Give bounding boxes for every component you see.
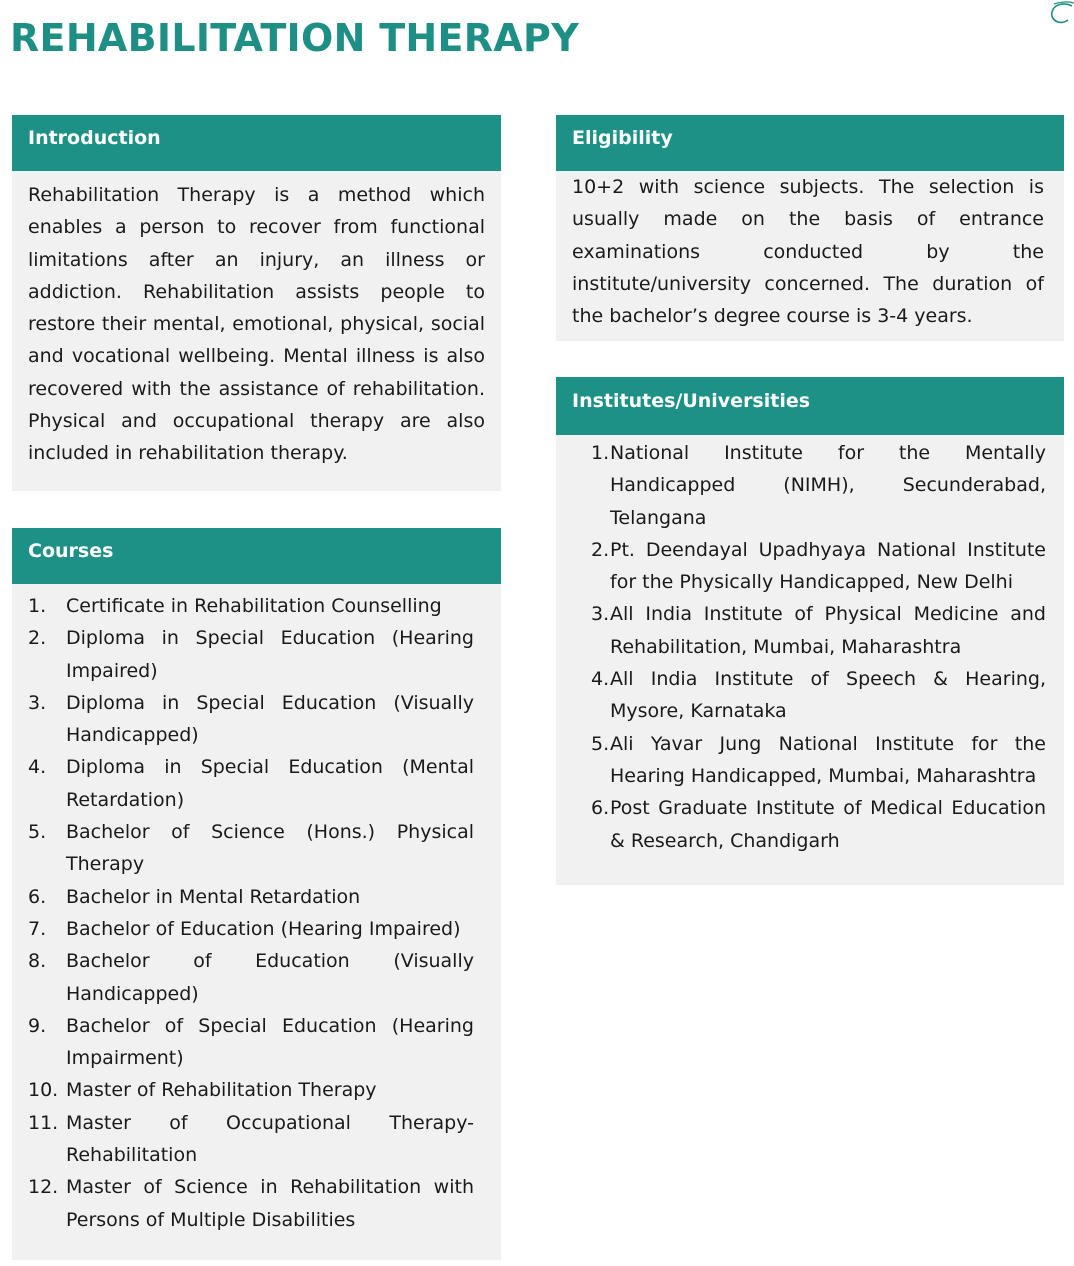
- institutes-card: [556, 377, 1064, 885]
- list-item-text: Diploma in Special Education (Hearing Impaired): [66, 627, 474, 682]
- list-item: [591, 663, 1046, 728]
- institutes-heading: Institutes/Universities: [556, 377, 1064, 435]
- list-item: [591, 728, 1046, 793]
- list-item-number: 2.: [28, 627, 47, 650]
- list-item-number: 4.: [591, 668, 610, 691]
- list-item-number: 7.: [28, 917, 47, 940]
- list-item-number: 3.: [28, 691, 47, 714]
- list-item-number: 9.: [28, 1014, 47, 1037]
- list-item: [591, 792, 1046, 857]
- list-item-number: 6.: [28, 885, 47, 908]
- list-item-text: Master of Occupational Therapy-Rehabilitation: [66, 1111, 474, 1167]
- page-title: REHABILITATION THERAPY: [10, 16, 580, 60]
- list-item-number: 2.: [591, 538, 610, 561]
- list-item: [28, 1010, 474, 1075]
- list-item: [28, 945, 474, 1010]
- list-item-number: 12.: [28, 1176, 59, 1199]
- list-item-text: Post Graduate Institute of Medical Education & Research, Chandigarh: [610, 797, 1046, 852]
- introduction-heading: Introduction: [12, 115, 501, 171]
- list-item-text: Bachelor of Special Education (Hearing Impairment): [66, 1014, 474, 1070]
- eligibility-text: 10+2 with science subjects. The selection is usually made on the basis of entrance examinations conducted by the institute/university concerned. The duration of the bachelor’s degree course is 3-4 years.: [572, 176, 1044, 328]
- list-item-text: Master of Science in Rehabilitation with Persons of Multiple Disabilities: [66, 1176, 474, 1231]
- institutes-list: [591, 437, 1046, 857]
- list-item-text: Ali Yavar Jung National Institute for the Hearing Handicapped, Mumbai, Maharashtra: [610, 732, 1046, 787]
- list-item: [591, 437, 1046, 534]
- list-item-number: 5.: [591, 732, 610, 755]
- list-item-number: 1.: [591, 442, 610, 464]
- list-item-text: Bachelor of Education (Hearing Impaired): [66, 917, 461, 940]
- list-item: [591, 598, 1046, 663]
- list-item-number: 8.: [28, 950, 47, 973]
- list-item-number: 5.: [28, 821, 47, 844]
- introduction-text: Rehabilitation Therapy is a method which enables a person to recover from functional limitations after an injury, an illness or addiction. Rehabilitation assists people to restore their mental, emotional, physical, social and vocational wellbeing. Mental illness is also recovered with the assistance of rehabilitation. Physical and occupational therapy are also included in rehabilitation therapy.: [28, 184, 485, 465]
- list-item-text: Pt. Deendayal Upadhyaya National Institute for the Physically Handicapped, New Delhi: [610, 538, 1046, 594]
- eligibility-card: [556, 115, 1064, 341]
- list-item-number: 1.: [28, 595, 47, 617]
- list-item: [28, 590, 474, 622]
- list-item-text: All India Institute of Physical Medicine and Rehabilitation, Mumbai, Maharashtra: [610, 603, 1046, 658]
- list-item-text: Bachelor of Education (Visually Handicapped): [66, 950, 474, 1005]
- list-item-number: 10.: [28, 1079, 59, 1102]
- list-item: [28, 881, 474, 913]
- corner-swirl-icon: [1024, 0, 1074, 32]
- list-item-text: Bachelor in Mental Retardation: [66, 885, 361, 908]
- list-item-text: Diploma in Special Education (Visually Handicapped): [66, 691, 474, 747]
- list-item: [28, 1107, 474, 1172]
- list-item: [28, 622, 474, 687]
- list-item-text: Diploma in Special Education (Mental Retardation): [66, 756, 474, 811]
- list-item: [591, 534, 1046, 599]
- list-item-number: 11.: [28, 1111, 59, 1134]
- list-item: [28, 1074, 474, 1106]
- introduction-card: [12, 115, 501, 491]
- list-item-number: 3.: [591, 603, 610, 626]
- list-item: [28, 1171, 474, 1236]
- list-item: [28, 816, 474, 881]
- list-item-number: 6.: [591, 797, 610, 820]
- list-item-number: 4.: [28, 756, 47, 779]
- courses-card: [12, 528, 501, 1260]
- courses-list: [28, 590, 474, 1236]
- list-item: [28, 751, 474, 816]
- list-item-text: All India Institute of Speech & Hearing, Mysore, Karnataka: [610, 668, 1046, 723]
- courses-heading: Courses: [12, 528, 501, 584]
- eligibility-heading: Eligibility: [556, 115, 1064, 171]
- list-item: [28, 913, 474, 945]
- list-item-text: Certificate in Rehabilitation Counselling: [66, 595, 442, 617]
- list-item-text: Bachelor of Science (Hons.) Physical Therapy: [66, 821, 474, 876]
- list-item-text: National Institute for the Mentally Handicapped (NIMH), Secunderabad, Telangana: [610, 442, 1046, 529]
- list-item: [28, 687, 474, 752]
- list-item-text: Master of Rehabilitation Therapy: [66, 1079, 377, 1102]
